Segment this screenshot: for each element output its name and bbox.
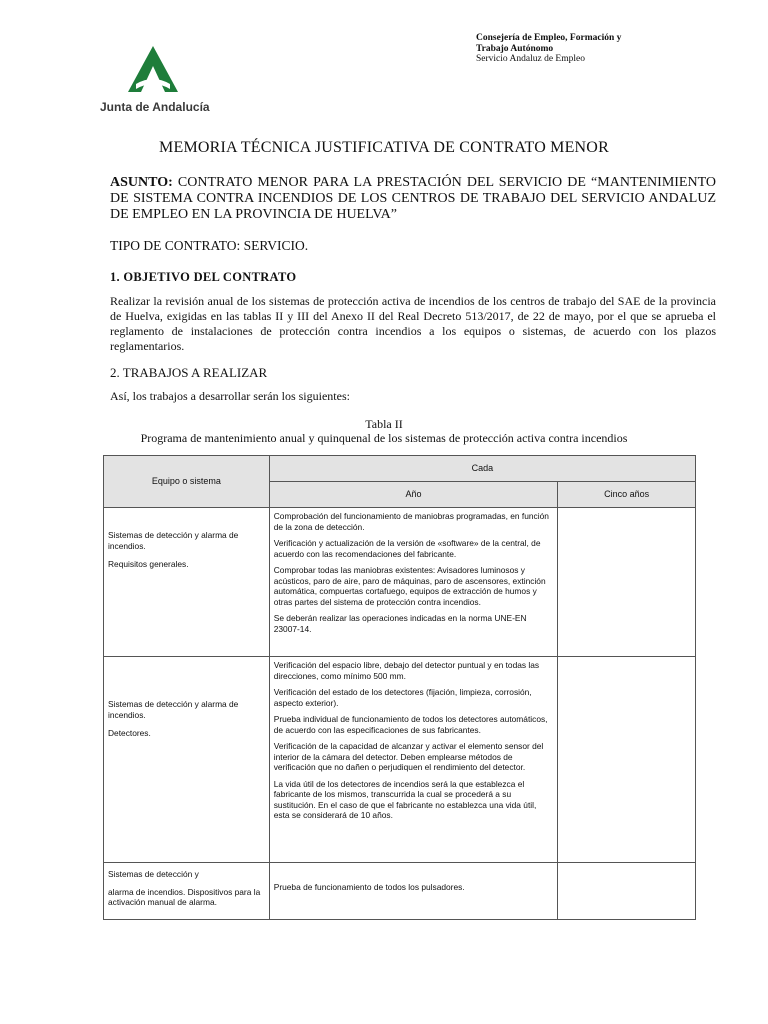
- dept-line-2: Trabajo Autónomo: [476, 43, 554, 54]
- anio-item: Comprobación del funcionamiento de maniobras programadas, en función de la zona de detección.: [273, 511, 549, 532]
- equipo-text: Sistemas de detección y alarma de incendios.: [108, 699, 239, 720]
- table-row: [104, 508, 696, 657]
- header-cada: Cada: [269, 456, 695, 482]
- maintenance-table: [103, 455, 696, 920]
- section-2-heading: 2. TRABAJOS A REALIZAR: [110, 365, 268, 380]
- section-2-intro: Así, los trabajos a desarrollar serán los siguientes:: [110, 389, 350, 403]
- cinco-cell: [558, 863, 696, 920]
- asunto-paragraph: [110, 175, 716, 223]
- header-anio: Año: [269, 482, 558, 508]
- equipo-cell: [104, 863, 270, 920]
- logo-text: Junta de Andalucía: [100, 100, 210, 114]
- anio-item: Verificación de la capacidad de alcanzar y activar el elemento sensor del interior de la cámara del detector. Deben emplearse métodos de verificación que no dañen o perjudiquen el rendimiento del detector.: [273, 741, 544, 772]
- anio-item: Verificación del espacio libre, debajo del detector puntual y en todas las direcciones, como mínimo 500 mm.: [273, 660, 540, 681]
- asunto-label: ASUNTO:: [110, 175, 173, 190]
- table-subcaption: Programa de mantenimiento anual y quinquenal de los sistemas de protección activa contra incendios: [140, 431, 628, 445]
- department-header: [476, 33, 621, 65]
- header-cinco-anios: Cinco años: [558, 482, 696, 508]
- anio-cell: [269, 863, 558, 920]
- equipo-text: Sistemas de detección y alarma de incendios.: [108, 530, 239, 551]
- anio-item: Verificación del estado de los detectores (fijación, limpieza, corrosión, aspecto exterior).: [273, 687, 532, 708]
- section-1-heading: 1. OBJETIVO DEL CONTRATO: [110, 270, 297, 284]
- header-equipo: Equipo o sistema: [104, 456, 270, 508]
- anio-item: Prueba individual de funcionamiento de todos los detectores automáticos, de acuerdo con las especificaciones de sus fabricantes.: [273, 714, 548, 735]
- equipo-subtext: Detectores.: [108, 728, 151, 738]
- equipo-subtext: Requisitos generales.: [108, 559, 189, 569]
- anio-item: Comprobar todas las maniobras existentes: Avisadores luminosos y acústicos, paro de aire, paro de máquinas, paro de ascensores, extinción automática, compuertas cortafuego, equipos de extracción de humos y otras partes del sistema de protección contra incendios.: [273, 565, 546, 607]
- table-row: [104, 863, 696, 920]
- equipo-cell: [104, 508, 270, 657]
- document-title: MEMORIA TÉCNICA JUSTIFICATIVA DE CONTRATO MENOR: [159, 139, 609, 156]
- table-caption: Tabla II: [365, 417, 403, 431]
- equipo-subtext: alarma de incendios. Dispositivos para la activación manual de alarma.: [108, 886, 261, 907]
- equipo-cell: [104, 657, 270, 863]
- dept-line-3: Servicio Andaluz de Empleo: [476, 54, 585, 64]
- tipo-contrato: TIPO DE CONTRATO: SERVICIO.: [110, 238, 309, 253]
- equipo-text: Sistemas de detección y: [108, 869, 199, 879]
- junta-de-andalucia-logo: [100, 44, 210, 116]
- section-1-body: Realizar la revisión anual de los sistemas de protección activa de incendios de los centros de trabajo del SAE de la provincia de Huelva, exigidas en las tablas II y III del Anexo II del Real Decreto 513/2017, de 22 de mayo, por el que se aprueba el reglamento de instalaciones de protección contra incendios a los equipos o sistemas, de acuerdo con los plazos reglamentarios.: [110, 294, 716, 353]
- dept-line-1: Consejería de Empleo, Formación y: [476, 33, 622, 43]
- cinco-cell: [558, 508, 696, 657]
- cinco-cell: [558, 657, 696, 863]
- anio-cell: [269, 657, 558, 863]
- anio-item: Verificación y actualización de la versión de «software» de la central, de acuerdo con las recomendaciones del fabricante.: [273, 538, 541, 559]
- junta-logo-icon: [126, 44, 180, 94]
- anio-cell: [269, 508, 558, 657]
- table-row: [104, 657, 696, 863]
- asunto-text: CONTRATO MENOR PARA LA PRESTACIÓN DEL SERVICIO DE “MANTENIMIENTO DE SISTEMA CONTRA INCENDIOS DE LOS CENTROS DE TRABAJO DEL SERVICIO ANDALUZ DE EMPLEO EN LA PROVINCIA DE HUELVA”: [110, 175, 716, 222]
- anio-item: La vida útil de los detectores de incendios será la que establezca el fabricante de los mismos, transcurrida la cual se procederá a su sustitución. En el caso de que el fabricante no establezca una vida útil, esta se considerará de 10 años.: [273, 778, 537, 820]
- anio-item: Prueba de funcionamiento de todos los pulsadores.: [273, 882, 465, 892]
- anio-item: Se deberán realizar las operaciones indicadas en la norma UNE-EN 23007-14.: [273, 613, 527, 634]
